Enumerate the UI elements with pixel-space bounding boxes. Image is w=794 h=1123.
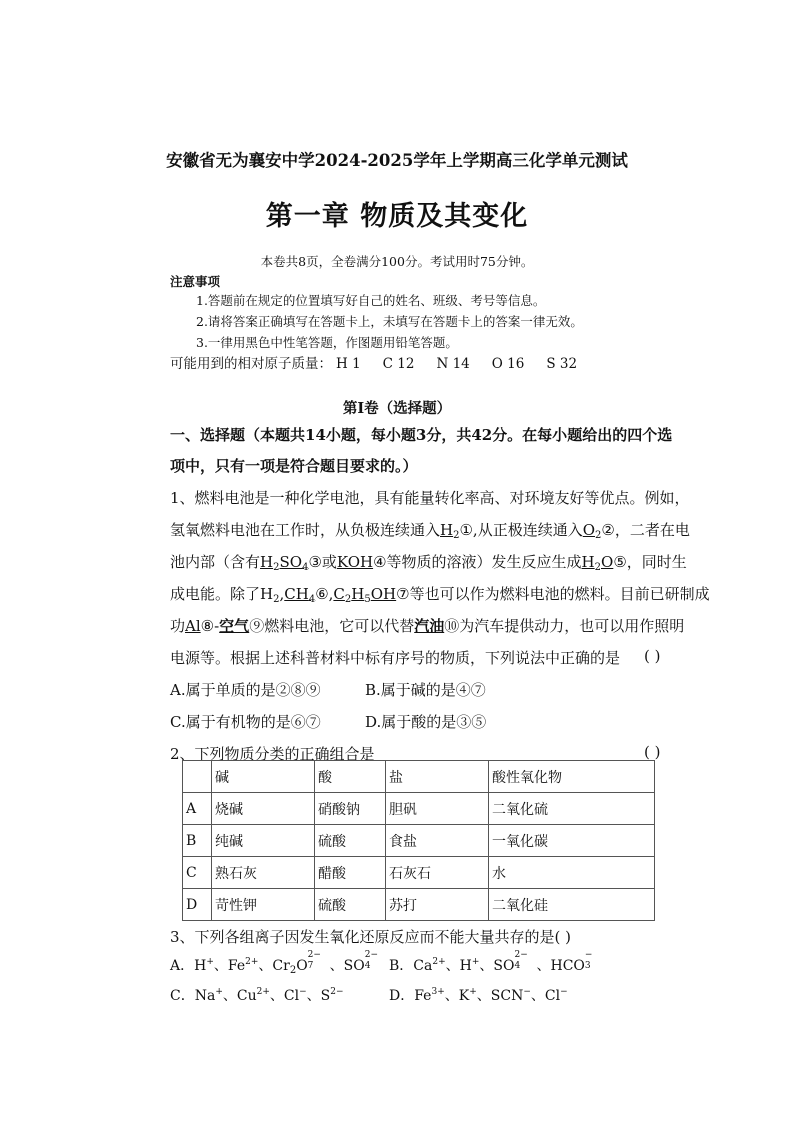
classification-table — [182, 760, 655, 921]
mass-c: C 12 — [382, 356, 415, 372]
q1-text: ⑩为汽车提供动力，也可以用作照明 — [444, 617, 685, 635]
table-cell: 胆矾 — [386, 793, 489, 825]
formula-text: H — [260, 553, 274, 571]
q1-line-1: 1、燃料电池是一种化学电池，具有能量转化率高、对环境友好等优点。例如， — [170, 489, 690, 507]
table-cell: 硫酸 — [315, 889, 386, 921]
q1-text: ③或 — [308, 553, 337, 571]
q1-text: , — [279, 585, 285, 603]
note-item-1: 1.答题前在规定的位置填写好自己的姓名、班级、考号等信息。 — [196, 293, 546, 308]
section-instructions-2: 项中，只有一项是符合题目要求的。） — [170, 457, 418, 475]
q2-answer-paren: ( ) — [644, 743, 661, 761]
q1-line-3 — [170, 551, 687, 572]
atomic-mass-label: 可能用到的相对原子质量： — [170, 356, 332, 372]
q1-line-4: 成电能。除了$H_2,CH_4⑥,C_2H_5OH⑦$等也可以作为燃料电池的燃料。目前已研制成 — [170, 585, 710, 605]
school-title: 安徽省无为襄安中学2024-2025学年上学期高三化学单元测试 — [166, 151, 628, 170]
q1-text: ①,从正极连续通入 — [459, 521, 583, 539]
q1-text: 池内部（含有 — [170, 553, 261, 571]
option-label: B． — [389, 958, 414, 974]
q1-answer-paren: ( ) — [644, 647, 661, 665]
table-row — [183, 889, 655, 921]
mass-h: H 1 — [336, 356, 361, 372]
q1-option-b: B.属于碱的是④⑦ — [365, 681, 486, 699]
q1-text: ②，二者在电 — [601, 521, 690, 539]
atomic-mass-line — [170, 352, 599, 372]
table-cell: 石灰石 — [386, 857, 489, 889]
q1-line-5 — [170, 615, 684, 636]
table-cell: 硝酸钠 — [315, 793, 386, 825]
q1-text: ④等物质的溶液）发生反应生成 — [373, 553, 582, 571]
table-cell: 二氧化硅 — [489, 889, 655, 921]
formula-text: H — [440, 521, 454, 539]
table-cell: 苏打 — [386, 889, 489, 921]
q1-option-a: A.属于单质的是②⑧⑨ — [170, 681, 321, 699]
table-cell: 醋酸 — [315, 857, 386, 889]
table-cell: 水 — [489, 857, 655, 889]
q1-text: ⑥, — [315, 585, 334, 603]
term-gasoline: 汽油 — [414, 617, 445, 635]
table-row — [183, 825, 655, 857]
formula-al: Al — [185, 617, 201, 635]
option-label: A． — [170, 958, 195, 974]
q1-text: 功 — [170, 617, 186, 635]
section-instructions-1: 一、选择题（本题共14小题，每小题3分，共42分。在每小题给出的四个选 — [170, 426, 673, 444]
q1-text: 成电能。除了 — [170, 585, 261, 603]
mass-n: N 14 — [436, 356, 470, 372]
formula-text: OH — [370, 585, 397, 603]
notes-title: 注意事项 — [170, 274, 221, 289]
table-header-row — [183, 761, 655, 793]
q3-option-d: D．$Fe^{3+}$、K+、SCN−、Cl− — [389, 987, 568, 1004]
q3-option-c: C．Na+、$Cu^{2+}$、Cl−、$S^{2-}$ — [170, 987, 344, 1004]
formula-koh: KOH — [336, 553, 374, 571]
q1-text: ⑦等也可以作为燃料电池的燃料。目前已研制成 — [396, 585, 710, 603]
table-header: 酸性氧化物 — [489, 761, 655, 793]
q1-option-d: D.属于酸的是③⑤ — [365, 713, 487, 731]
q1-line-2 — [170, 519, 690, 540]
formula-text: H — [260, 585, 274, 603]
table-cell: A — [183, 793, 212, 825]
formula-text: H — [351, 585, 365, 603]
formula-c2h5oh: $C_2H_5OH$ — [333, 585, 397, 605]
table-cell: C — [183, 857, 212, 889]
table-cell: 纯碱 — [212, 825, 315, 857]
table-row — [183, 857, 655, 889]
table-cell: 硫酸 — [315, 825, 386, 857]
note-item-2: 2.请将答案正确填写在答题卡上，未填写在答题卡上的答案一律无效。 — [196, 314, 583, 329]
table-cell: 熟石灰 — [212, 857, 315, 889]
note-item-3: 3.一律用黑色中性笔答题，作图题用铅笔答题。 — [196, 335, 458, 350]
table-row — [183, 793, 655, 825]
mass-o: O 16 — [491, 356, 525, 372]
chapter-title: 第一章 物质及其变化 — [265, 201, 529, 232]
formula-text: O — [582, 521, 596, 539]
formula-h2: $H_2$ — [440, 521, 460, 541]
q1-text: 氢氧燃料电池在工作时，从负极连续通入 — [170, 521, 441, 539]
table-header: 盐 — [386, 761, 489, 793]
volume-title: 第Ⅰ卷（选择题） — [342, 400, 452, 417]
q3-option-a: A．H+、$Fe^{2+}$、$Cr_2O$ 2− 7 、SO 2− 4 — [170, 950, 379, 976]
option-label: C． — [170, 988, 195, 1004]
formula-text: CH — [284, 585, 309, 603]
table-cell: B — [183, 825, 212, 857]
table-cell — [183, 761, 212, 793]
formula-ch4: $CH_4$ — [284, 585, 316, 605]
exam-info: 本卷共8页，全卷满分100分。考试用时75分钟。 — [260, 254, 534, 269]
table-cell: 二氧化硫 — [489, 793, 655, 825]
table-cell: 烧碱 — [212, 793, 315, 825]
q1-line-6: 电源等。根据上述科普材料中标有序号的物质，下列说法中正确的是 — [170, 649, 621, 667]
q1-text: ⑧- — [200, 617, 220, 635]
table-cell: D — [183, 889, 212, 921]
table-cell: 食盐 — [386, 825, 489, 857]
q1-option-c: C.属于有机物的是⑥⑦ — [170, 713, 321, 731]
term-air: 空气 — [219, 617, 250, 635]
formula-text: SO — [279, 553, 303, 571]
table-cell: 苛性钾 — [212, 889, 315, 921]
table-cell: 一氧化碳 — [489, 825, 655, 857]
q3-stem: 3、下列各组离子因发生氧化还原反应而不能大量共存的是( ) — [170, 928, 572, 946]
option-label: D． — [389, 988, 415, 1004]
q2-stem: 2、下列物质分类的正确组合是 — [170, 745, 375, 763]
q1-text: ⑨燃料电池，它可以代替 — [249, 617, 415, 635]
formula-h2so4: $H_2SO_4$ — [260, 553, 309, 573]
q3-option-b: B．$Ca^{2+}$、H+、SO 2− 4 、HCO − 3 — [389, 950, 593, 974]
formula-text: C — [333, 585, 345, 603]
q1-text: ⑤，同时生 — [613, 553, 687, 571]
mass-s: S 32 — [546, 356, 578, 372]
formula-o2: $O_2$ — [582, 521, 602, 541]
table-header: 碱 — [212, 761, 315, 793]
table-header: 酸 — [315, 761, 386, 793]
formula-text: O — [601, 553, 614, 571]
formula-text: H — [581, 553, 595, 571]
formula-h2o: $H_2O$ — [581, 553, 614, 573]
